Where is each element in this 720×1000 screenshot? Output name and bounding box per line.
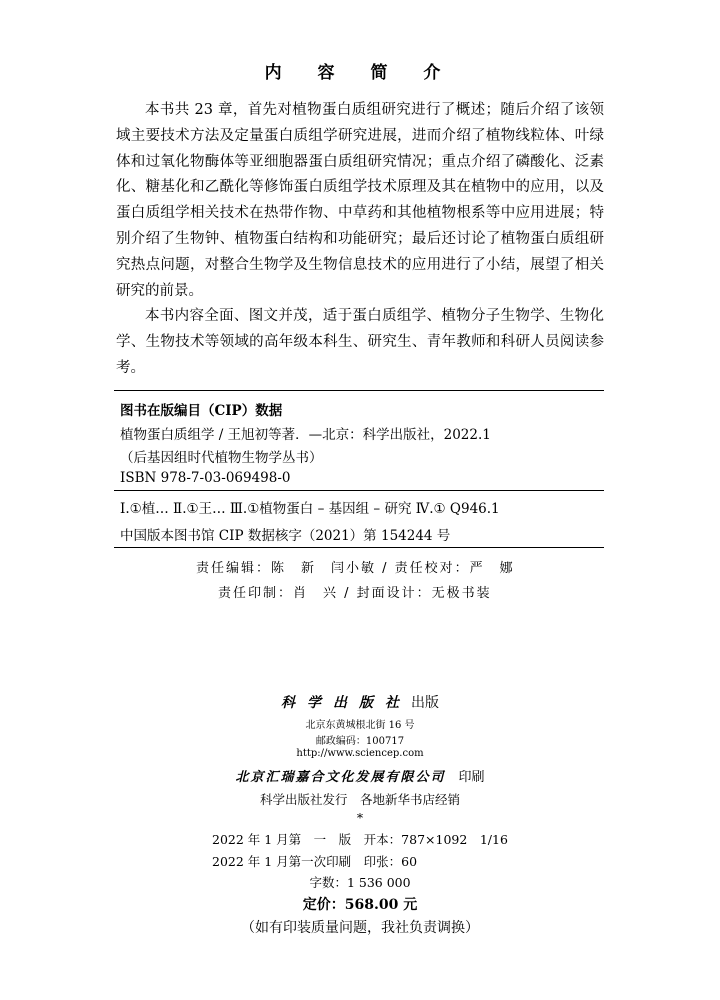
- distribution-line: 科学出版社发行 各地新华书店经销: [259, 792, 460, 807]
- cip-top-rule: [114, 390, 604, 391]
- summary-paragraph-2: 本书内容全面、图文并茂，适于蛋白质组学、植物分子生物学、生物化学、生物技术等领域的高年级本科生、研究生、青年教师和科研人员阅读参考。: [116, 308, 604, 376]
- summary-text: [116, 98, 604, 382]
- editors-line-1: 责任编辑：陈 新 闫小敏 / 责任校对：严 娜: [196, 561, 515, 576]
- publisher-suffix: 出版: [411, 695, 439, 711]
- edition-line: 2022 年 1 月第 一 版 开本：787×1092 1/16: [212, 832, 508, 847]
- publisher-line: [0, 692, 720, 712]
- price: 定价：568.00 元: [302, 897, 418, 913]
- separator-star: *: [356, 810, 364, 825]
- cip-series-line: （后基因组时代植物生物学丛书）: [120, 450, 323, 466]
- cip-title-line: 植物蛋白质组学 / 王旭初等著．—北京：科学出版社，2022.1: [120, 427, 491, 443]
- publisher-url: http://www.sciencep.com: [296, 748, 424, 759]
- word-count: 字数：1 536 000: [309, 875, 411, 890]
- editors-line-2: 责任印制：肖 兴 / 封面设计：无极书装: [218, 586, 492, 601]
- publisher-address: 北京东黄城根北街 16 号: [305, 720, 415, 731]
- cip-record-number: 中国版本图书馆 CIP 数据核字（2021）第 154244 号: [120, 528, 451, 544]
- cip-heading: 图书在版编目（CIP）数据: [120, 403, 283, 419]
- page-title: 内 容 简 介: [264, 63, 456, 83]
- summary-paragraph-1: 本书共 23 章，首先对植物蛋白质组研究进行了概述；随后介绍了该领域主要技术方法及定量蛋白质组学研究进展，进而介绍了植物线粒体、叶绿体和过氧化物酶体等亚细胞器蛋白质组研究情况；重点介绍了磷酸化、泛素化、糖基化和乙酰化等修饰蛋白质组学技术原理及其在植物中的应用，以及蛋白质组学相关技术在热带作物、中草药和其他植物根系等中应用进展；特别介绍了生物钟、植物蛋白结构和功能研究；最后还讨论了植物蛋白质组研究热点问题，对整合生物学及生物信息技术的应用进行了小结，展望了相关研究的前景。: [116, 102, 604, 299]
- publisher-postcode: 邮政编码：100717: [315, 736, 405, 747]
- publisher-logo-text: 科学出版社: [281, 695, 411, 711]
- printer-line: [0, 766, 720, 785]
- cip-bottom-rule: [114, 547, 604, 548]
- printer-name: 北京汇瑞嘉合文化发展有限公司: [235, 770, 446, 785]
- cip-isbn: ISBN 978-7-03-069498-0: [120, 470, 291, 486]
- printer-suffix: 印刷: [458, 770, 485, 785]
- printing-line: 2022 年 1 月第一次印刷 印张：60: [212, 854, 418, 869]
- cip-classification: Ⅰ.①植… Ⅱ.①王… Ⅲ.①植物蛋白 – 基因组 – 研究 Ⅳ.① Q946.1: [120, 501, 500, 517]
- cip-middle-rule: [114, 490, 604, 491]
- quality-note: （如有印装质量问题，我社负责调换）: [241, 920, 479, 936]
